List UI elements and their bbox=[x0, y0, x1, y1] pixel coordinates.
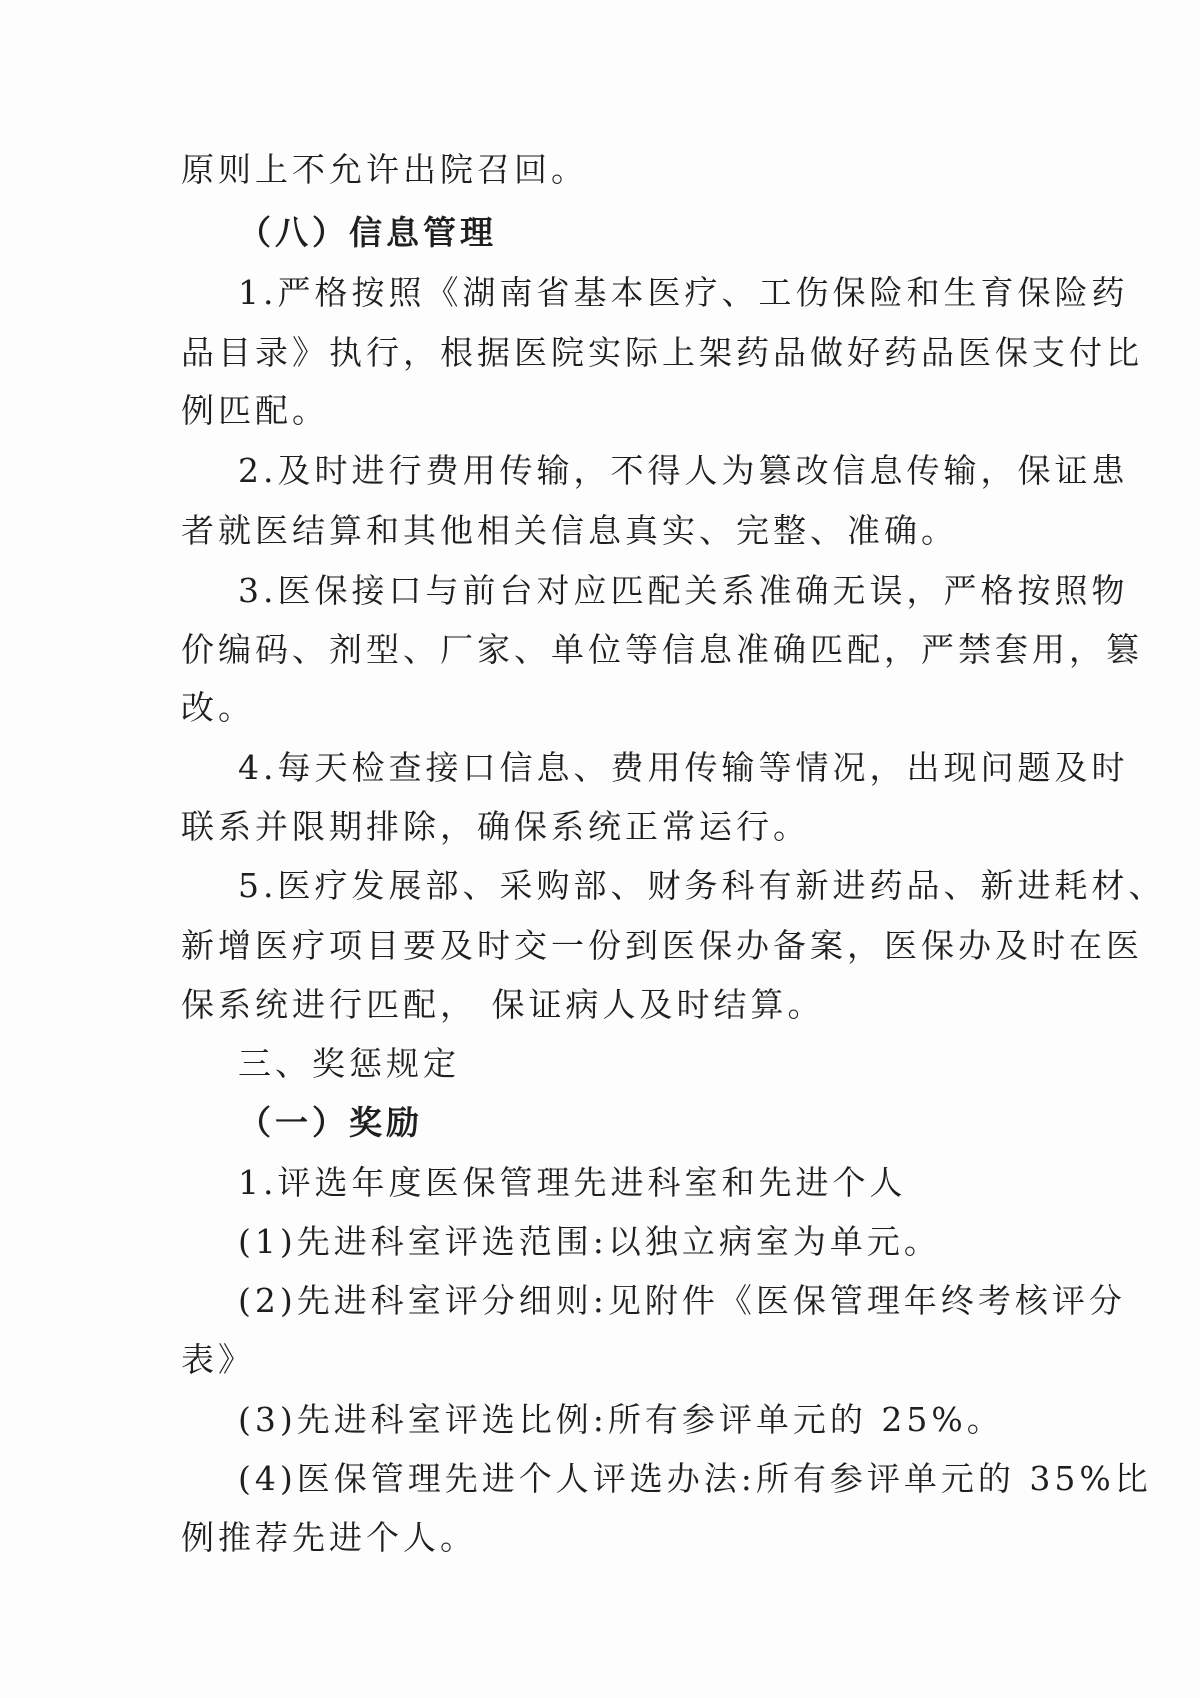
body-line: (1)先进科室评选范围:以独立病室为单元。 bbox=[238, 1222, 941, 1261]
body-line: 1.严格按照《湖南省基本医疗、工伤保险和生育保险药 bbox=[238, 273, 1129, 312]
body-line: 者就医结算和其他相关信息真实、完整、准确。 bbox=[181, 511, 958, 550]
body-line: 5.医疗发展部、采购部、财务科有新进药品、新进耗材、 bbox=[238, 866, 1166, 905]
body-line: 原则上不允许出院召回。 bbox=[181, 150, 588, 189]
body-line: 品目录》执行，根据医院实际上架药品做好药品医保支付比 bbox=[181, 333, 1143, 372]
body-line: 例推荐先进个人。 bbox=[181, 1518, 477, 1557]
body-line: 例匹配。 bbox=[181, 391, 329, 430]
body-line: 价编码、剂型、厂家、单位等信息准确匹配，严禁套用，篡 bbox=[181, 630, 1143, 669]
body-line: 改。 bbox=[181, 688, 255, 727]
section-heading: （八）信息管理 bbox=[238, 213, 497, 252]
body-line: (4)医保管理先进个人评选办法:所有参评单元的 35%比 bbox=[238, 1459, 1152, 1498]
body-line: 1.评选年度医保管理先进科室和先进个人 bbox=[238, 1163, 907, 1202]
body-line: 联系并限期排除，确保系统正常运行。 bbox=[181, 807, 810, 846]
body-line: 2.及时进行费用传输，不得人为篡改信息传输，保证患 bbox=[238, 451, 1129, 490]
body-line: 表》 bbox=[181, 1340, 255, 1379]
body-line: 4.每天检查接口信息、费用传输等情况，出现问题及时 bbox=[238, 748, 1129, 787]
body-line: (3)先进科室评选比例:所有参评单元的 25%。 bbox=[238, 1400, 1004, 1439]
body-line: 3.医保接口与前台对应匹配关系准确无误，严格按照物 bbox=[238, 571, 1129, 610]
body-line: 保系统进行匹配， 保证病人及时结算。 bbox=[181, 985, 825, 1024]
chapter-heading: 三、奖惩规定 bbox=[238, 1044, 460, 1083]
section-heading: （一）奖励 bbox=[238, 1103, 423, 1142]
body-line: 新增医疗项目要及时交一份到医保办备案，医保办及时在医 bbox=[181, 926, 1143, 965]
body-line: (2)先进科室评分细则:见附件《医保管理年终考核评分 bbox=[238, 1281, 1126, 1320]
